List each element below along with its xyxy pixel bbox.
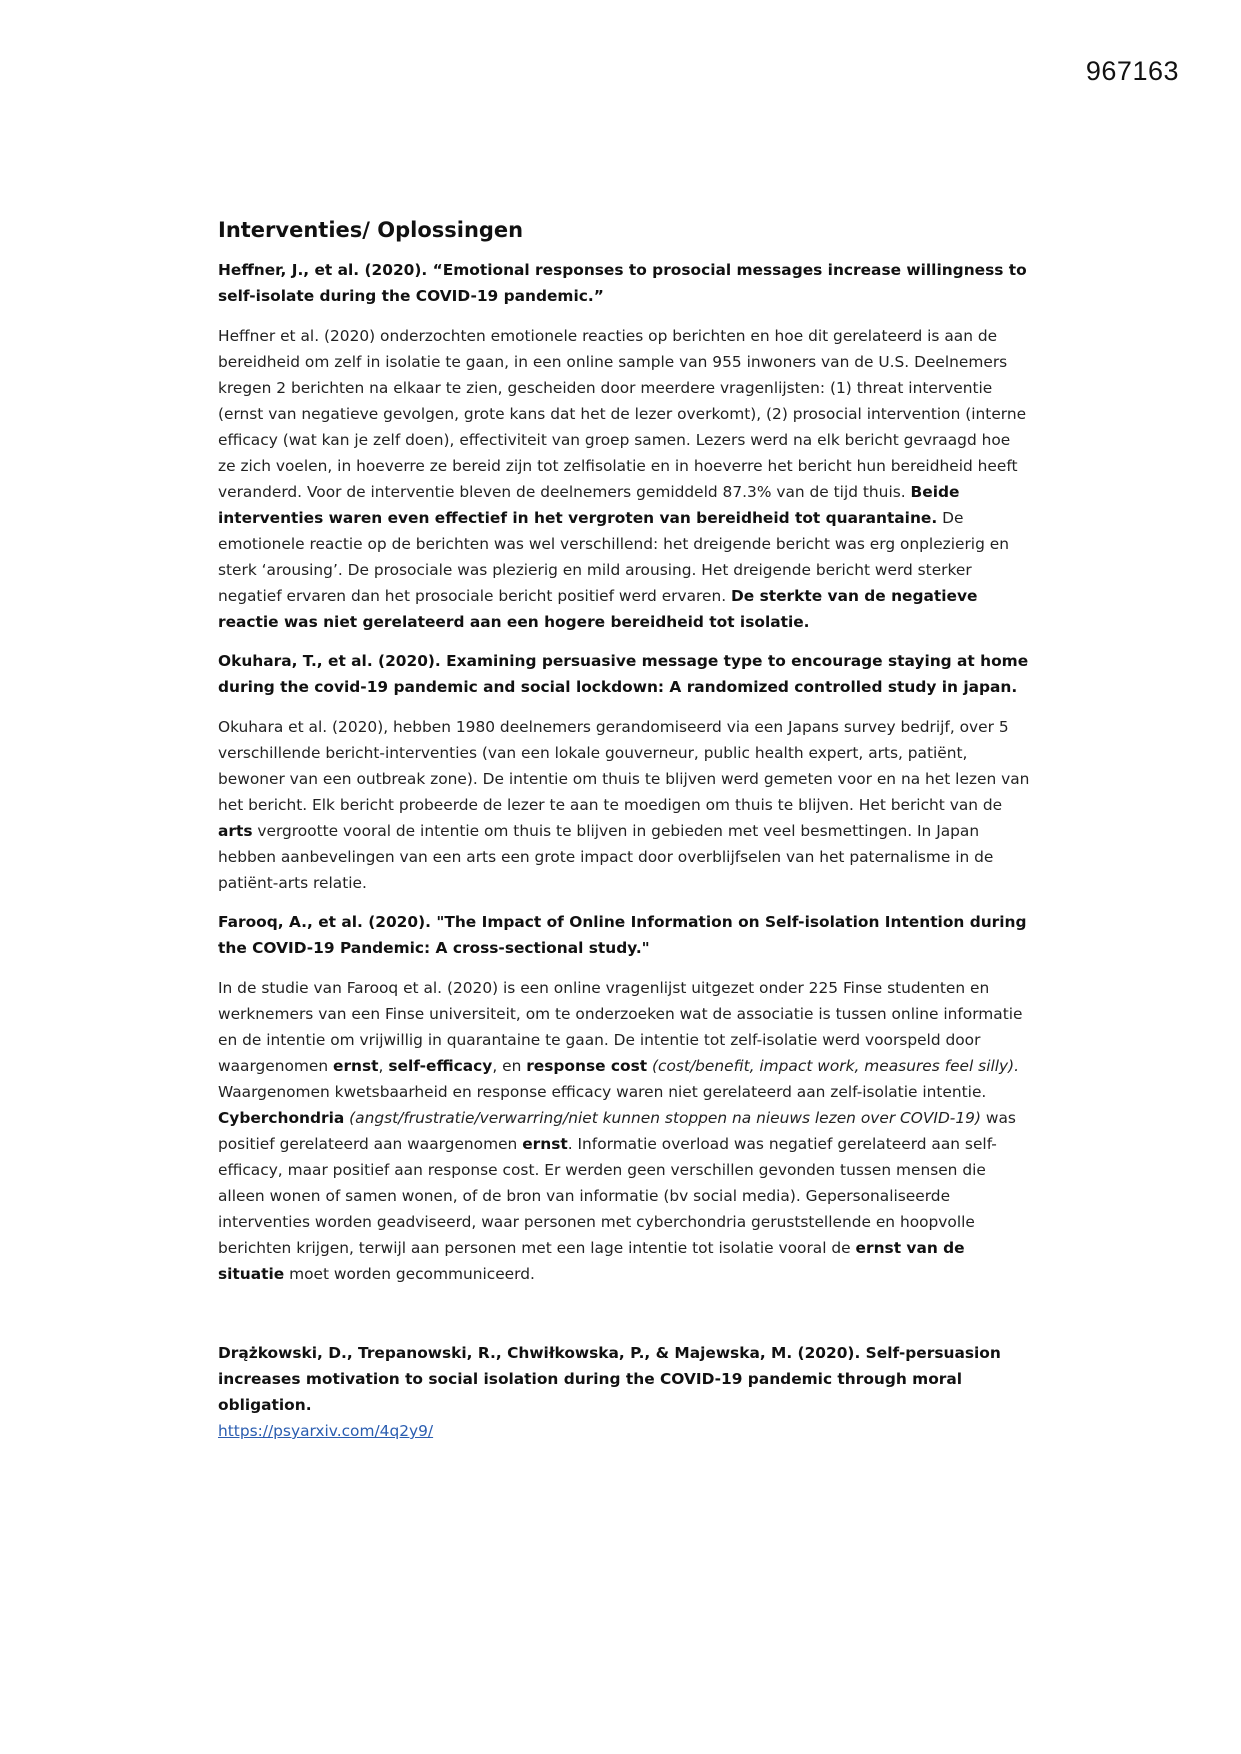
text-run: , en: [492, 1057, 527, 1075]
spacer: [218, 1300, 1030, 1340]
text-run: De emotionele reactie op de berichten was wel verschillend: het dreigende bericht was erg onplezierig en sterk ‘arousing’. De prosociale was plezierig en mild arousing. Het dreigende bericht werd sterker negatief ervaren dan het prosociale bericht positief werd ervaren.: [218, 509, 1009, 605]
page-number: 967163: [1085, 56, 1179, 86]
study-farooq: [218, 909, 1030, 1287]
bold-run: Beide interventies waren even effectief in het vergroten van bereidheid tot quarantaine.: [218, 483, 960, 527]
text-run: was positief gerelateerd aan waargenomen: [218, 1109, 1016, 1153]
study-heffner: [218, 257, 1030, 635]
reference-drazkowski-text: Drążkowski, D., Trepanowski, R., Chwiłkowska, P., & Majewska, M. (2020). Self-persuasion increases motivation to social isolation during the COVID-19 pandemic through moral obligation.: [218, 1344, 1001, 1414]
text-run: vergrootte vooral de intentie om thuis te blijven in gebieden met veel besmettingen. In Japan hebben aanbevelingen van een arts een grote impact door overblijfselen van het paternalisme in de patiënt-arts relatie.: [218, 822, 994, 892]
section-heading: Interventies/ Oplossingen: [218, 218, 524, 242]
reference-okuhara: Okuhara, T., et al. (2020). Examining persuasive message type to encourage staying at home during the covid-19 pandemic and social lockdown: A randomized controlled study in japan.: [218, 652, 1029, 696]
reference-farooq: Farooq, A., et al. (2020). "The Impact of Online Information on Self-isolation Intention during the COVID-19 Pandemic: A cross-sectional study.": [218, 913, 1027, 957]
text-run: Waargenomen kwetsbaarheid en response efficacy waren niet gerelateerd aan zelf-isolatie intentie.: [218, 1083, 987, 1101]
bold-run: Cyberchondria: [218, 1109, 345, 1127]
bold-run: arts: [218, 822, 253, 840]
bold-run: response cost: [526, 1057, 648, 1075]
text-run: Heffner et al. (2020) onderzochten emotionele reacties op berichten en hoe dit gerelateerd is aan de bereidheid om zelf in isolatie te gaan, in een online sample van 955 inwoners van de U.S. Deelnemers kregen 2 berichten na elkaar te zien, gescheiden door meerdere vragenlijsten: (1) threat interventie (ernst van negatieve gevolgen, grote kans dat het de lezer overkomt), (2) prosocial intervention (interne efficacy (wat kan je zelf doen), effectiviteit van groep samen. Lezers werd na elk bericht gevraagd hoe ze zich voelen, in hoeverre ze bereid zijn tot zelfisolatie en in hoeverre het bericht hun bereidheid heeft veranderd. Voor de interventie bleven de deelnemers gemiddeld 87.3% van de tijd thuis.: [218, 327, 1027, 501]
bold-run: ernst van de situatie: [218, 1239, 965, 1283]
text-run: moet worden gecommuniceerd.: [284, 1265, 535, 1283]
document-body: [218, 218, 1030, 1458]
bold-run: self-efficacy: [388, 1057, 493, 1075]
reference-link[interactable]: https://psyarxiv.com/4q2y9/: [218, 1422, 434, 1440]
reference-drazkowski: [218, 1340, 1030, 1444]
summary-okuhara: [218, 714, 1030, 896]
bold-run: ernst: [522, 1135, 568, 1153]
text-run: ,: [378, 1057, 389, 1075]
summary-farooq: [218, 975, 1030, 1287]
text-run: In de studie van Farooq et al. (2020) is een online vragenlijst uitgezet onder 225 Finse studenten en werknemers van een Finse universiteit, om te onderzoeken wat de associatie is tussen online informatie en de intentie om vrijwillig in quarantaine te gaan. De intentie tot zelf-isolatie werd voorspeld door waargenomen: [218, 979, 1023, 1075]
italic-run: (angst/frustratie/verwarring/niet kunnen stoppen na nieuws lezen over COVID-19): [349, 1109, 981, 1127]
bold-run: ernst: [333, 1057, 379, 1075]
text-run: . Informatie overload was negatief gerelateerd aan self-efficacy, maar positief aan response cost. Er werden geen verschillen gevonden tussen mensen die alleen wonen of samen wonen, of de bron van informatie (bv social media). Gepersonaliseerde interventies worden geadviseerd, waar personen met cyberchondria geruststellende en hoopvolle berichten krijgen, terwijl aan personen met een lage intentie tot isolatie vooral de: [218, 1135, 997, 1257]
italic-run: (cost/benefit, impact work, measures feel silly).: [652, 1057, 1020, 1075]
bold-run: De sterkte van de negatieve reactie was niet gerelateerd aan een hogere bereidheid tot isolatie.: [218, 587, 978, 631]
summary-heffner: [218, 323, 1030, 635]
text-run: Okuhara et al. (2020), hebben 1980 deelnemers gerandomiseerd via een Japans survey bedrijf, over 5 verschillende bericht-interventies (van een lokale gouverneur, public health expert, arts, patiënt, bewoner van een outbreak zone). De intentie om thuis te blijven werd gemeten voor en na het lezen van het bericht. Elk bericht probeerde de lezer te aan te moedigen om thuis te blijven. Het bericht van de: [218, 718, 1030, 814]
study-okuhara: [218, 648, 1030, 896]
reference-heffner: Heffner, J., et al. (2020). “Emotional responses to prosocial messages increase willingness to self-isolate during the COVID-19 pandemic.”: [218, 261, 1027, 305]
